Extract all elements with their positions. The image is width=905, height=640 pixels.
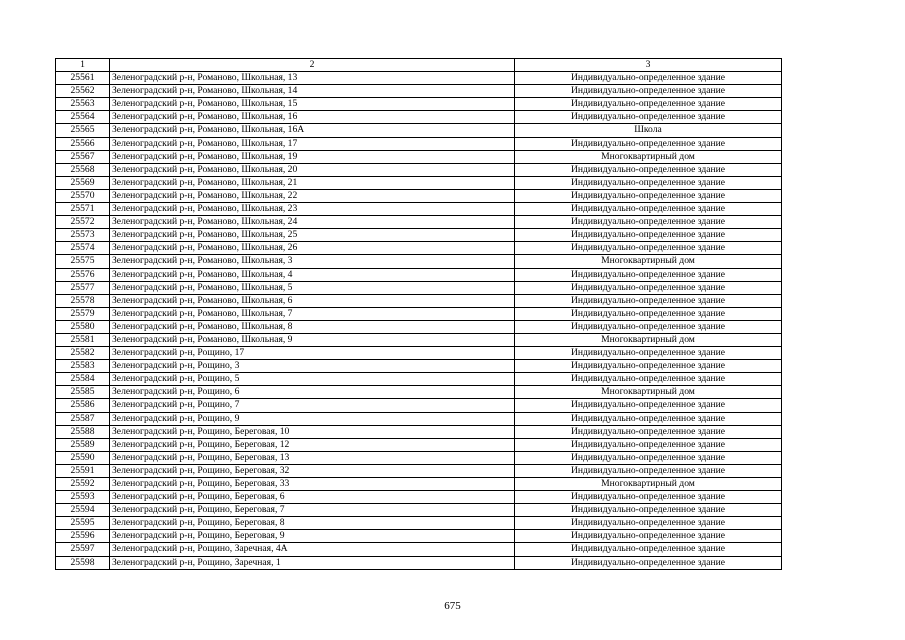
table-row xyxy=(56,163,782,176)
table-row xyxy=(56,517,782,530)
row-number: 25586 xyxy=(56,399,110,412)
row-address: Зеленоградский р-н, Романово, Школьная, 3 xyxy=(110,255,515,268)
row-building-type: Индивидуально-определенное здание xyxy=(515,530,782,543)
row-address: Зеленоградский р-н, Романово, Школьная, 21 xyxy=(110,176,515,189)
table-row xyxy=(56,425,782,438)
row-number: 25575 xyxy=(56,255,110,268)
row-address: Зеленоградский р-н, Романово, Школьная, 23 xyxy=(110,203,515,216)
table-row xyxy=(56,373,782,386)
row-building-type: Многоквартирный дом xyxy=(515,255,782,268)
row-number: 25571 xyxy=(56,203,110,216)
row-number: 25592 xyxy=(56,478,110,491)
table-row xyxy=(56,307,782,320)
row-address: Зеленоградский р-н, Романово, Школьная, 25 xyxy=(110,229,515,242)
header-col-1: 1 xyxy=(56,59,110,72)
row-building-type: Индивидуально-определенное здание xyxy=(515,229,782,242)
row-building-type: Индивидуально-определенное здание xyxy=(515,163,782,176)
row-address: Зеленоградский р-н, Романово, Школьная, 22 xyxy=(110,189,515,202)
table-row xyxy=(56,438,782,451)
table-row xyxy=(56,189,782,202)
row-number: 25563 xyxy=(56,98,110,111)
table-row xyxy=(56,98,782,111)
row-building-type: Многоквартирный дом xyxy=(515,478,782,491)
table-row xyxy=(56,543,782,556)
table-row xyxy=(56,412,782,425)
row-address: Зеленоградский р-н, Рощино, Заречная, 1 xyxy=(110,556,515,569)
row-number: 25591 xyxy=(56,464,110,477)
table-row xyxy=(56,451,782,464)
row-number: 25583 xyxy=(56,360,110,373)
row-number: 25589 xyxy=(56,438,110,451)
row-building-type: Многоквартирный дом xyxy=(515,150,782,163)
row-building-type: Индивидуально-определенное здание xyxy=(515,307,782,320)
row-number: 25598 xyxy=(56,556,110,569)
table-row xyxy=(56,399,782,412)
row-building-type: Индивидуально-определенное здание xyxy=(515,491,782,504)
row-address: Зеленоградский р-н, Рощино, 17 xyxy=(110,347,515,360)
row-number: 25578 xyxy=(56,294,110,307)
row-address: Зеленоградский р-н, Рощино, Береговая, 8 xyxy=(110,517,515,530)
row-number: 25574 xyxy=(56,242,110,255)
table-row xyxy=(56,360,782,373)
row-building-type: Индивидуально-определенное здание xyxy=(515,85,782,98)
row-building-type: Индивидуально-определенное здание xyxy=(515,517,782,530)
row-number: 25593 xyxy=(56,491,110,504)
row-address: Зеленоградский р-н, Романово, Школьная, 14 xyxy=(110,85,515,98)
row-number: 25596 xyxy=(56,530,110,543)
table-row xyxy=(56,320,782,333)
table-row xyxy=(56,255,782,268)
row-address: Зеленоградский р-н, Романово, Школьная, 6 xyxy=(110,294,515,307)
page-number: 675 xyxy=(444,600,461,612)
row-number: 25566 xyxy=(56,137,110,150)
row-address: Зеленоградский р-н, Рощино, Береговая, 12 xyxy=(110,438,515,451)
table-row xyxy=(56,478,782,491)
row-number: 25582 xyxy=(56,347,110,360)
row-number: 25565 xyxy=(56,124,110,137)
row-building-type: Индивидуально-определенное здание xyxy=(515,72,782,85)
table-row xyxy=(56,137,782,150)
row-building-type: Многоквартирный дом xyxy=(515,333,782,346)
row-address: Зеленоградский р-н, Романово, Школьная, 16 xyxy=(110,111,515,124)
row-number: 25568 xyxy=(56,163,110,176)
row-number: 25584 xyxy=(56,373,110,386)
row-number: 25562 xyxy=(56,85,110,98)
table-row xyxy=(56,464,782,477)
row-number: 25564 xyxy=(56,111,110,124)
row-building-type: Индивидуально-определенное здание xyxy=(515,412,782,425)
row-number: 25595 xyxy=(56,517,110,530)
row-building-type: Индивидуально-определенное здание xyxy=(515,281,782,294)
table-row xyxy=(56,124,782,137)
row-address: Зеленоградский р-н, Романово, Школьная, 7 xyxy=(110,307,515,320)
table-row xyxy=(56,281,782,294)
row-address: Зеленоградский р-н, Романово, Школьная, 17 xyxy=(110,137,515,150)
row-address: Зеленоградский р-н, Рощино, 5 xyxy=(110,373,515,386)
table-row xyxy=(56,242,782,255)
row-address: Зеленоградский р-н, Романово, Школьная, 15 xyxy=(110,98,515,111)
row-building-type: Индивидуально-определенное здание xyxy=(515,176,782,189)
row-building-type: Индивидуально-определенное здание xyxy=(515,98,782,111)
row-building-type: Индивидуально-определенное здание xyxy=(515,320,782,333)
row-number: 25577 xyxy=(56,281,110,294)
row-building-type: Индивидуально-определенное здание xyxy=(515,464,782,477)
row-building-type: Индивидуально-определенное здание xyxy=(515,294,782,307)
row-address: Зеленоградский р-н, Рощино, 7 xyxy=(110,399,515,412)
row-address: Зеленоградский р-н, Рощино, Береговая, 10 xyxy=(110,425,515,438)
row-building-type: Индивидуально-определенное здание xyxy=(515,137,782,150)
table-row xyxy=(56,176,782,189)
row-building-type: Индивидуально-определенное здание xyxy=(515,347,782,360)
table-row xyxy=(56,530,782,543)
table-row xyxy=(56,203,782,216)
property-table xyxy=(55,58,782,570)
row-building-type: Индивидуально-определенное здание xyxy=(515,438,782,451)
row-address: Зеленоградский р-н, Романово, Школьная, 19 xyxy=(110,150,515,163)
table-row xyxy=(56,268,782,281)
row-building-type: Школа xyxy=(515,124,782,137)
table-row xyxy=(56,556,782,569)
row-address: Зеленоградский р-н, Романово, Школьная, 5 xyxy=(110,281,515,294)
row-building-type: Индивидуально-определенное здание xyxy=(515,203,782,216)
row-building-type: Индивидуально-определенное здание xyxy=(515,242,782,255)
row-number: 25580 xyxy=(56,320,110,333)
row-building-type: Индивидуально-определенное здание xyxy=(515,189,782,202)
table-row xyxy=(56,85,782,98)
row-address: Зеленоградский р-н, Романово, Школьная, 8 xyxy=(110,320,515,333)
row-building-type: Индивидуально-определенное здание xyxy=(515,360,782,373)
table-row xyxy=(56,386,782,399)
row-number: 25594 xyxy=(56,504,110,517)
row-building-type: Индивидуально-определенное здание xyxy=(515,556,782,569)
row-number: 25572 xyxy=(56,216,110,229)
row-number: 25570 xyxy=(56,189,110,202)
row-building-type: Индивидуально-определенное здание xyxy=(515,216,782,229)
row-address: Зеленоградский р-н, Рощино, Береговая, 33 xyxy=(110,478,515,491)
row-number: 25561 xyxy=(56,72,110,85)
table-row xyxy=(56,333,782,346)
row-number: 25576 xyxy=(56,268,110,281)
table-row xyxy=(56,294,782,307)
header-col-3: 3 xyxy=(515,59,782,72)
row-building-type: Индивидуально-определенное здание xyxy=(515,425,782,438)
row-address: Зеленоградский р-н, Романово, Школьная, 16А xyxy=(110,124,515,137)
row-address: Зеленоградский р-н, Романово, Школьная, 4 xyxy=(110,268,515,281)
row-address: Зеленоградский р-н, Рощино, Береговая, 13 xyxy=(110,451,515,464)
row-address: Зеленоградский р-н, Рощино, Береговая, 9 xyxy=(110,530,515,543)
row-building-type: Индивидуально-определенное здание xyxy=(515,373,782,386)
row-building-type: Индивидуально-определенное здание xyxy=(515,268,782,281)
row-number: 25587 xyxy=(56,412,110,425)
row-building-type: Индивидуально-определенное здание xyxy=(515,399,782,412)
row-number: 25585 xyxy=(56,386,110,399)
table-row xyxy=(56,111,782,124)
table-row xyxy=(56,150,782,163)
row-address: Зеленоградский р-н, Романово, Школьная, 9 xyxy=(110,333,515,346)
row-address: Зеленоградский р-н, Рощино, 3 xyxy=(110,360,515,373)
row-building-type: Многоквартирный дом xyxy=(515,386,782,399)
row-address: Зеленоградский р-н, Рощино, Заречная, 4А xyxy=(110,543,515,556)
row-address: Зеленоградский р-н, Рощино, Береговая, 7 xyxy=(110,504,515,517)
row-building-type: Индивидуально-определенное здание xyxy=(515,543,782,556)
row-number: 25573 xyxy=(56,229,110,242)
row-address: Зеленоградский р-н, Романово, Школьная, 20 xyxy=(110,163,515,176)
row-address: Зеленоградский р-н, Рощино, 9 xyxy=(110,412,515,425)
row-number: 25581 xyxy=(56,333,110,346)
table-row xyxy=(56,491,782,504)
table-row xyxy=(56,347,782,360)
row-number: 25569 xyxy=(56,176,110,189)
row-address: Зеленоградский р-н, Романово, Школьная, 13 xyxy=(110,72,515,85)
row-number: 25579 xyxy=(56,307,110,320)
row-number: 25590 xyxy=(56,451,110,464)
row-address: Зеленоградский р-н, Рощино, Береговая, 6 xyxy=(110,491,515,504)
row-number: 25567 xyxy=(56,150,110,163)
row-address: Зеленоградский р-н, Рощино, Береговая, 32 xyxy=(110,464,515,477)
table-row xyxy=(56,229,782,242)
row-address: Зеленоградский р-н, Рощино, 6 xyxy=(110,386,515,399)
table-row xyxy=(56,216,782,229)
row-building-type: Индивидуально-определенное здание xyxy=(515,111,782,124)
row-building-type: Индивидуально-определенное здание xyxy=(515,504,782,517)
row-building-type: Индивидуально-определенное здание xyxy=(515,451,782,464)
row-number: 25597 xyxy=(56,543,110,556)
header-col-2: 2 xyxy=(110,59,515,72)
table-header-row xyxy=(56,59,782,72)
table-row xyxy=(56,504,782,517)
row-number: 25588 xyxy=(56,425,110,438)
row-address: Зеленоградский р-н, Романово, Школьная, 26 xyxy=(110,242,515,255)
table-row xyxy=(56,72,782,85)
row-address: Зеленоградский р-н, Романово, Школьная, 24 xyxy=(110,216,515,229)
